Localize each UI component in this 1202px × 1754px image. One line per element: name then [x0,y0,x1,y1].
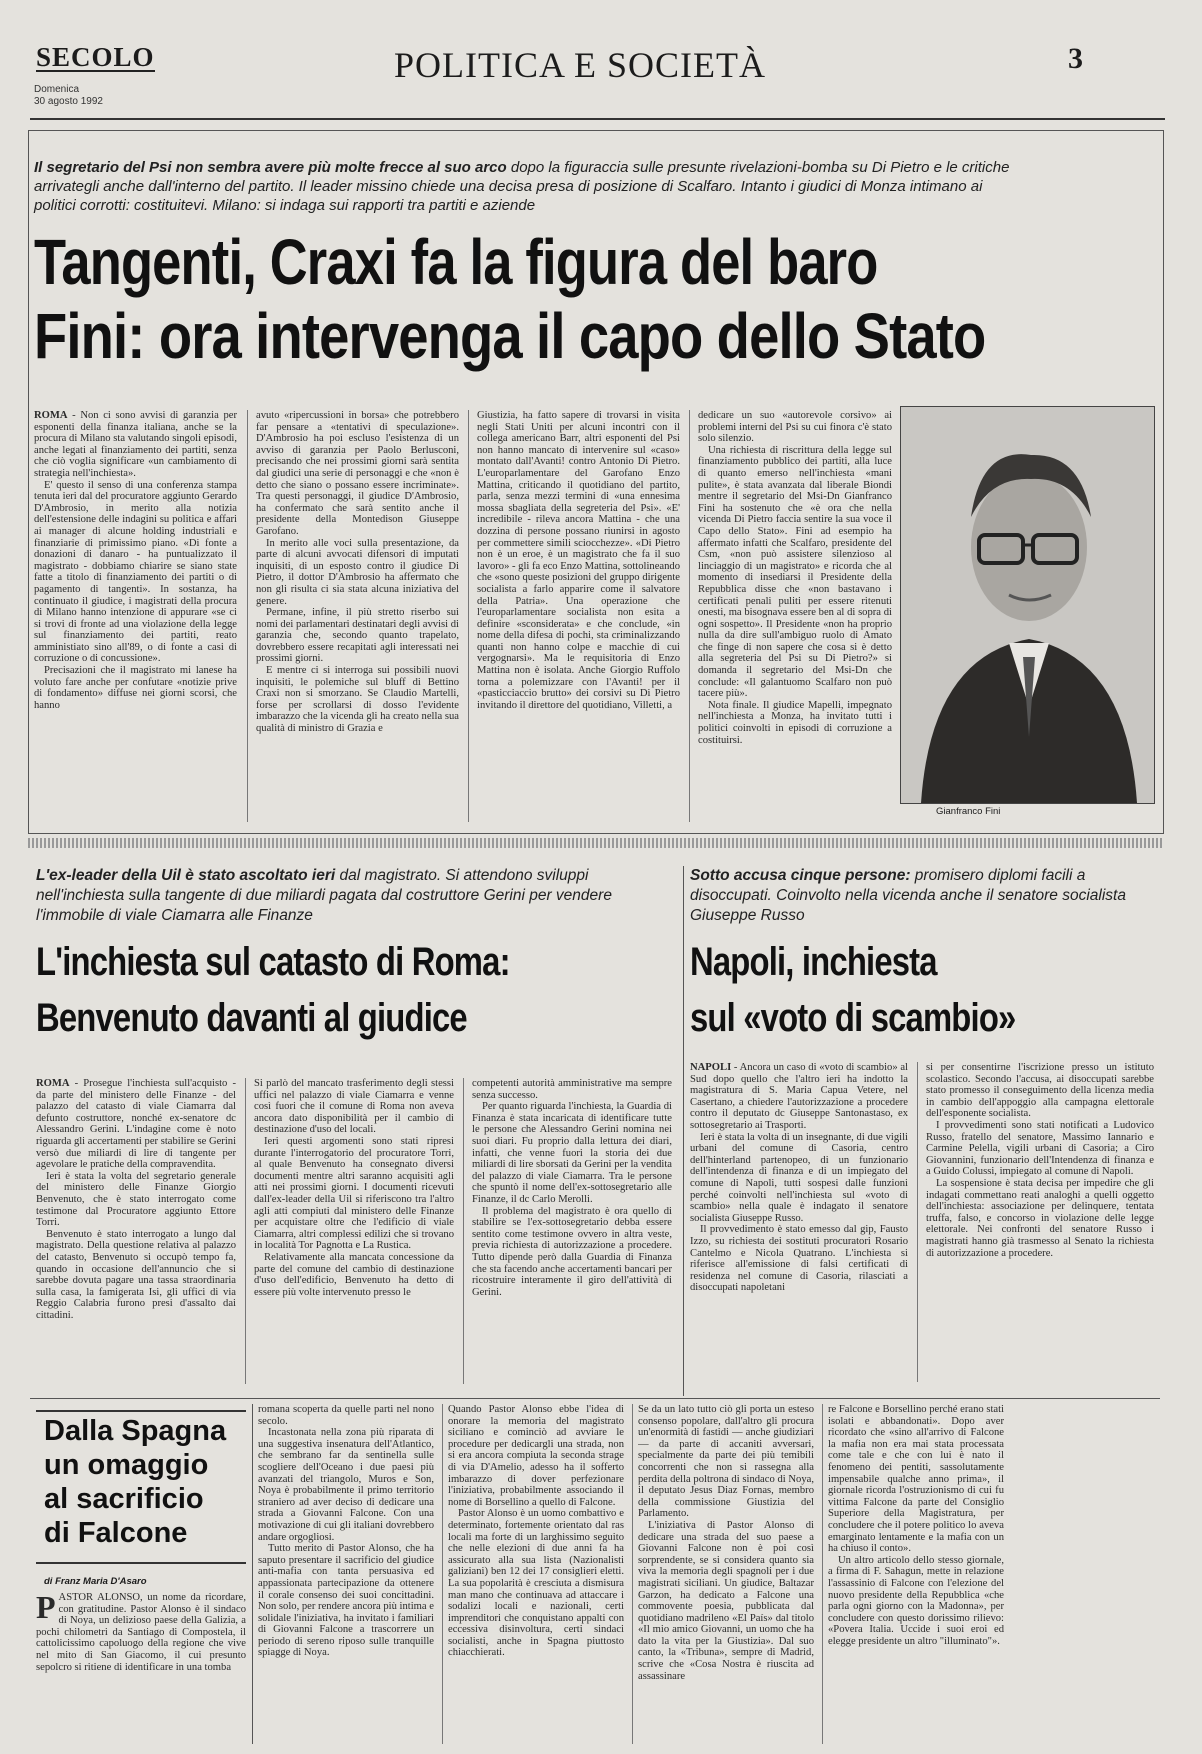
catasto-column-1 [36,1078,236,1384]
main-text: - Non ci sono avvisi di garanzia per esponenti della finanza italiana, anche se la procura di Milano sta valutando singoli episodi, anche legati al finanziamento dei partiti, senza che ciò voglia significare «un cambiamento di strategia nell'inchiesta». [34,410,237,479]
column-rule [468,410,469,822]
napoli-headline-1: Napoli, inchiesta [690,940,937,984]
falcone-paragraph: Pastor Alonso è un uomo combattivo e determinato, fortemente orientato dal ras locali ma forte di un larghissimo seguito che nelle elezioni di due anni fa ha assicurato alla sua lista (Nazionalisti galiziani) ben 12 dei 17 consiglieri eletti. La sua popolarità è cresciuta a dismisura man mano che continuava ad attaccare i sodalizi locali e nazionali, certi imprenditori che conquistano appalti con eccessiva disinvoltura, certi sindaci socialisti, anche in Spagna piuttosto chiacchierati. [448,1508,624,1659]
falcone-paragraph: Un altro articolo dello stesso giornale, a firma di F. Sahagun, mette in relazione l'assassinio di Falcone con l'elezione del nuovo presidente della Repubblica «che parla ogni giorno con la Madonna», per concludere con questo dorissimo rilievo: «Povera Italia. Uccide i suoi eroi ed elegge presidente un altro "illuminato"». [828,1554,1004,1647]
column-rule [245,1078,246,1384]
catasto-paragraph: Ieri è stata la volta del segretario generale del ministero delle Finanze Giorgio Benvenuto, che è stato interrogato come testimone dal Procuratore aggiunto Ettore Torri. [36,1170,236,1229]
catasto-paragraph [36,1078,236,1171]
main-paragraph: Una richiesta di riscrittura della legge sul finanziamento pubblico dei partiti, alla luce di quanto emerso nell'inchiesta «mani pulite», è stata avanzata dal liberale Biondi mentre il segretario del Msi-Dn Gianfranco Fini ha sostenuto che «è ora che nella vicenda Di Pietro faccia sentire la sua voce il Capo dello Stato». Fini ad esempio ha affermato infatti che Scalfaro, presidente del Csm, «non può assistere silenzioso al linciaggio di un magistrato» e ricorda che al momento di insediarsi il Presidente della Repubblica disse che «non bastavano i certificati penali puliti per essere ritenuti onesti, ma bisognava essere ben al di sopra di ogni sospetto». Il Presidente «non ha proprio nulla da dire sull'ambiguo ruolo di Amato che finge di non sapere che cosa si è detto alla segreteria del Psi su Di Pietro?» si domanda il segretario del Msi-Dn che conclude: «Il galantuomo Scalfaro non può tacere più». [698,444,892,700]
catasto-kicker-text: dal magistrato. Si attendono sviluppi nell'inchiesta sulla tangente di due miliardi pagata dal costruttore Gerini per vendere l'immobile di viale Ciamarra alle Finanze [36,867,612,924]
falcone-paragraph: Incastonata nella zona più riparata di una suggestiva insenatura dell'Atlantico, che sembrano far da sentinella sulle scogliere dell'Oceano i due paesi più avanzati del triangolo, Muros e Son, Noya è probabilmente il primo territorio straniero ad aver deciso di dedicare una strada a Giovanni Falcone. Con una motivazione di cui gli italiani dovrebbero andare orgogliosi. [258,1427,434,1543]
falcone-column-2 [258,1404,434,1744]
catasto-paragraph: Il problema del magistrato è ora quello di stabilire se l'ex-sottosegretario debba essere sentito come testimone ovvero in altra veste, previa richiesta di autorizzazione a procedere. Tutto dipende però dalla Guardia di Finanza che sta facendo anche accertamenti bancari per ricostruire interamente il giro dell'attività di Gerini. [472,1205,672,1298]
portrait-illustration [901,407,1154,803]
main-headline-2: Fini: ora intervenga il capo dello Stato [34,300,986,372]
napoli-kicker-text: promisero diplomi facili a disoccupati. Coinvolto nella vicenda anche il senatore socialista Giuseppe Russo [690,867,1126,924]
falcone-paragraph: romana scoperta da quelle parti nel nono secolo. [258,1404,434,1427]
falcone-body-1 [36,1592,248,1742]
main-kicker-text: dopo la figuraccia sulle presunte rivelazioni-bomba su Di Pietro e le critiche arrivategli anche dall'interno del partito. Il leader missino chiede una decisa presa di posizione di Scalfaro. Intanto i giudici di Monza intimano ai politici corrotti: costituitevi. Milano: si indaga sui rapporti tra partiti e aziende [34,159,1010,214]
main-paragraph: avuto «ripercussioni in borsa» che potrebbero far pensare a «tentativi di speculazione». D'Ambrosio ha poi escluso l'esistenza di un avviso di garanzia per Paolo Berlusconi, precisando che nei prossimi giorni sarà sentita dal giudici una serie di personaggi e che «non è detto che siano o possano essere incriminate». Tra questi personaggi, il giudice D'Ambrosio, ha confermato che sarà sentito anche il presidente della Montedison Giuseppe Garofano. [256,410,459,537]
main-paragraph: Nota finale. Il giudice Mapelli, impegnato nell'inchiesta a Monza, ha invitato tutti i politici coinvolti in episodi di corruzione a costituirsi. [698,699,892,746]
story-divider [252,1404,253,1744]
section-title: POLITICA E SOCIETÀ [394,45,766,85]
falcone-body-2 [258,1404,1158,1744]
catasto-body [36,1078,676,1384]
masthead-logo: SECOLO [36,42,155,72]
catasto-column-3 [472,1078,672,1384]
napoli-body [690,1062,1156,1382]
falcone-paragraph: re Falcone e Borsellino perché erano stati isolati e abbandonati». Dopo aver ricordato che «sino all'arrivo di Falcone la mafia non era mai stata processata come tale e che con lui è nato il fenomeno dei pentiti, sassolutamente impensabile qualche anno prima», il giornale ricorda l'ostruzionismo di cui fu vittima Falcone da parte del Consiglio Superiore della Magistratura, per concludere che il potere politico lo aveva emarginato lentamente e la mafia con un ha chiuso il conto». [828,1404,1004,1555]
falcone-byline: di Franz Maria D'Asaro [44,1576,147,1587]
catasto-column-2 [254,1078,454,1384]
main-column-4 [698,410,892,822]
portrait-photo [900,406,1155,804]
column-rule [917,1062,918,1382]
falcone-paragraph [36,1592,246,1673]
catasto-paragraph: Per quanto riguarda l'inchiesta, la Guardia di Finanza è stata incaricata di identificare tutte le persone che Alessandro Gerini nomina nei suoi diari. Fu proprio dalla lettura dei diari, infatti, che venne fuori la storia dei due miliardi di lire sborsati da Gerini per la vendita del palazzo di viale Ciamarra. Tra le persone che spuntò il nome dell'ex-sottosegretario alle Finanze, il dc Carlo Merolli. [472,1101,672,1205]
catasto-kicker-bold: L'ex-leader della Uil è stato ascoltato ieri [36,867,336,884]
main-paragraph [34,410,237,480]
catasto-dateline: ROMA [36,1078,70,1089]
main-story-body [34,410,894,822]
main-column-2 [256,410,459,822]
story-divider [683,866,684,1396]
napoli-headline-2: sul «voto di scambio» [690,996,1016,1040]
catasto-paragraph: Relativamente alla mancata concessione da parte del comune del cambio di destinazione d'uso dell'edificio, Benvenuto ha detto di essere più volte intervenuto presso le [254,1251,454,1298]
falcone-paragraph: L'iniziativa di Pastor Alonso di dedicare una strada del suo paese a Giovanni Falcone non è poi così sorprendente, se si considera quanto sia viva la memoria degli spagnoli per i due magistrati siciliani. Un giudice, Baltazar Garzon, ha dedicato a Falcone una commovente poesia, pubblicata dal quotidiano madrileno «El País» dal titolo «Il mio amico Giovanni, un uomo che ha dato la vita per la Giustizia». Dal suo canto, la «Tribuna», sempre di Madrid, scrive che «Cosa Nostra è riuscita ad assassinare [638,1519,814,1682]
main-paragraph: dedicare un suo «autorevole corsivo» ai problemi interni del Psi su cui finora c'è stato solo silenzio. [698,410,892,445]
falcone-column-5 [828,1404,1004,1744]
main-paragraph: Precisazioni che il magistrato mi lanese ha voluto fare anche per confutare «notizie prive di fondamento» diffuse nei giorni scorsi, che hanno [34,665,237,711]
catasto-paragraph: competenti autorità amministrative ma sempre senza successo. [472,1078,672,1101]
column-rule [632,1404,633,1744]
column-rule [247,410,248,822]
main-paragraph: E mentre ci si interroga sui possibili nuovi inquisiti, le polemiche sul bluff di Bettino Craxi non si smorzano. Se Claudio Martelli, forse per scrollarsi di dosso l'evidente imbarazzo che la vicenda gli ha creato nella sua qualità di ministro di Grazia e [256,665,459,735]
catasto-text: - Prosegue l'inchiesta sull'acquisto - da parte del ministero delle Finanze - del palazzo del catasto di viale Ciamarra dal defunto costruttore, nonché ex-senatore dc Alessandro Gerini. L'indagine come è noto riguarda gli accertamenti per stabilire se Gerini versò due miliardi di lire di tangente per agevolare le pratiche della compravendita. [36,1078,236,1171]
column-rule [689,410,690,822]
main-paragraph: E' questo il senso di una conferenza stampa tenuta ieri dal del procuratore aggiunto Gerardo D'Ambrosio, in merito alla notizia dell'estensione delle indagini su politica e affari ai manager di alcune holding industriali e finanziarie di primissimo piano. «Di fonte a donazioni di danaro - ha puntualizzato il magistrato - dobbiamo chiarire se siano state fatte a titolo di finanziamento dei partiti o di pagamento di tangenti». In sostanza, ha continuato il giudice, i magistrati della procura di Milano hanno intenzione di appurare «se ci si trovi di fronte ad una violazione della legge sul finanziamento dei partiti, reato amministiato sino all'89, o di fonte a casi di corruzione o di concussione». [34,479,237,665]
catasto-paragraph: Si parlò del mancato trasferimento degli stessi uffici nel palazzo di viale Ciamarra e venne così fuori che il comune di Roma non aveva ancora dato disponibilità per il cambio di destinazione d'uso del locali. [254,1078,454,1136]
napoli-text: - Ancora un caso di «voto di scambio» al Sud dopo quello che l'altro ieri ha indotto la magistratura di S. Maria Capua Vetere, nel Casertano, a chiedere l'autorizzazione a procedere contro il deputato dc Giuseppe Santonastaso, ex sottosegretario ai Trasporti. [690,1062,908,1131]
column-rule [442,1404,443,1744]
falcone-paragraph: Tutto merito di Pastor Alonso, che ha saputo presentare il sacrificio del giudice anti-mafia con tanta persuasiva ed appassionata partecipazione da ottenere il corale consenso dei suoi concittadini. Non solo, per rendere ancora più intima e solidale l'iniziativa, ha invitato i familiari di Giovanni Falcone a trascorrere un periodo di sereno riposo sulle tranquille spiagge di Noya. [258,1543,434,1659]
napoli-kicker [690,866,1150,926]
catasto-paragraph: Ieri questi argomenti sono stati ripresi durante l'interrogatorio del procuratore Torri, al quale Benvenuto ha consegnato diversi documenti mentre altri saranno acquisiti agli atti nei prossimi giorni. I documenti ricevuti dall'ex-leader della Uil si riferiscono tra l'altro agli atti compiuti dal ministero delle Finanze per acquistare oltre che l'edificio di viale Ciamarra, altri complessi edilizi che si trovano in località Tor Pagnotta e La Rustica. [254,1135,454,1252]
main-paragraph: In merito alle voci sulla presentazione, da parte di alcuni avvocati difensori di imputati inquisiti, di un esposto contro il giudice Di Pietro, il dottor D'Ambrosio ha affermato che non gli risulta ci sia stata alcuna iniziativa del genere. [256,537,459,607]
falcone-paragraph: Se da un lato tutto ciò gli porta un esteso consenso popolare, dall'altro gli procura un'enormità di fastidi — anche giudiziari — da parte di accaniti avversari, specialmente da parte dei più temibili concorrenti che non si rassegna alla perdita della poltrona di sindaco di Noya, il deputato Jesus Diaz Fornas, membro della commissione Giustizia del Parlamento. [638,1404,814,1520]
masthead-rule [30,118,1165,120]
napoli-column-2 [926,1062,1154,1382]
main-kicker [34,158,1024,215]
main-column-1 [34,410,237,822]
napoli-column-1 [690,1062,908,1382]
falcone-title-line: Dalla Spagna [44,1415,227,1447]
falcone-column-3 [448,1404,624,1744]
masthead-day: Domenica [34,84,80,95]
falcone-dropcap: P [36,1592,56,1625]
falcone-column-4 [638,1404,814,1744]
napoli-paragraph: I provvedimenti sono stati notificati a Ludovico Russo, fratello del senatore, Massimo Iannario e Carmine Pelella, vigili urbani di Casoria; a Ciro Giovannini, funzionario dell'Intendenza di finanza e a Guido Colussi, impiegato al comune di Napoli. [926,1119,1154,1178]
falcone-title-line: di Falcone [44,1517,188,1549]
main-headline-1: Tangenti, Craxi fa la figura del baro [34,226,878,298]
catasto-kicker [36,866,636,926]
falcone-title-line: al sacrificio [44,1483,204,1515]
bottom-section-rule [30,1398,1160,1399]
napoli-paragraph [690,1062,908,1132]
napoli-paragraph: La sospensione è stata decisa per impedire che gli indagati commettano reati analoghi a quelli oggetto dell'inchiesta: associazione per delinquere, tentata truffa, falso, e concorso in violazione delle legge elettorale. Nei confronti del senatore Russo i magistrati hanno già trasmesso al Senato la richiesta di autorizzazione a procedere. [926,1177,1154,1259]
napoli-paragraph: Ieri è stata la volta di un insegnante, di due vigili urbani del comune di Casoria, centro dell'hinterland partenopeo, di un funzionario dell'intendenza di finanza e di un impiegato del comune di Napoli, tutti sospesi dalle funzioni perché coinvolti nell'inchiesta sul «voto di scambio» nella quale è indagato il senatore socialista Giuseppe Russo. [690,1131,908,1224]
masthead-date [34,84,103,108]
main-dateline: ROMA [34,410,68,421]
falcone-text: ASTOR ALONSO, un nome da ricordare, con gratitudine. Pastor Alonso è il sindaco di Noya, un delizioso paese della Galizia, a pochi chilometri da Santiago di Compostela, il cattolicissimo capoluogo della regione che vive nel mito di San Giacomo, il cui presunto sepolcro si ritiene di identificare in una tomba [36,1592,246,1673]
page-number: 3 [1068,42,1083,75]
falcone-title-line: un omaggio [44,1449,209,1481]
column-rule [463,1078,464,1384]
main-kicker-bold: Il segretario del Psi non sembra avere più molte frecce al suo arco [34,159,507,176]
catasto-headline-1: L'inchiesta sul catasto di Roma: [36,940,510,984]
catasto-headline-2: Benvenuto davanti al giudice [36,996,467,1040]
napoli-kicker-bold: Sotto accusa cinque persone: [690,867,911,884]
column-rule [822,1404,823,1744]
main-paragraph: Permane, infine, il più stretto riserbo sui nomi dei parlamentari destinatari degli avvisi di garanzia che, secondo quanto trapelato, dovrebbero essere recapitati agli interessati nei prossimi giorni. [256,607,459,665]
masthead-date-text: 30 agosto 1992 [34,96,103,107]
catasto-paragraph: Benvenuto è stato interrogato a lungo dal magistrato. Della questione relativa al palazzo del catasto, Benvenuto si occupò tempo fa, quando in occasione dell'annuncio che si sarebbe dovuta pagare una tassa straordinaria sulla casa, la famigerata Isi, gli uffici di via Reggio Calabria furono presi d'assalto dai cittadini. [36,1228,236,1321]
main-paragraph: Giustizia, ha fatto sapere di trovarsi in visita negli Stati Uniti per alcuni incontri con il collega americano Barr, altri esponenti del Psi non hanno mancato di intervenire sul «caso» montato dall'Avanti! contro Antonio Di Pietro. L'europarlamentare del Garofano Enzo Mattina, criticando il quotidiano del partito, parla, senza mezzi termini di «una ennesima mossa sbagliata della segreteria del Psi». «E' incredibile - rileva ancora Mattina - che una dozzina di persone possano riunirsi in agosto per commettere simili sciocchezze». «Di Pietro non è un eroe, è un magistrato che fa il suo lavoro» - gli fa eco Enzo Mattina, sottolineando che «sono queste posizioni del gruppo dirigente socialista a farlo apparire come il salvatore della Patria». Una operazione che l'europarlamentare socialista non esita a definire «sconsiderata» e che conclude, «in nome della difesa di pochi, sta criminalizzando quanti non hanno colpe e macchie di cui vergognarsi». Ma le requisitoria di Enzo Mattina non è isolata. Anche Giorgio Ruffolo torna a polemizzare con l'Avanti! per il «pasticciaccio brutto» dei corsivi su Di Pietro invitando il direttore del quotidiano, Villetti, a [477,410,680,711]
napoli-paragraph: si per consentirne l'iscrizione presso un istituto scolastico. Secondo l'accusa, ai disoccupati sarebbe stato promesso il conseguimento della licenza media in cambio dell'appoggio alla campagna elettorale dell'esponente socialista. [926,1062,1154,1120]
napoli-paragraph: Il provvedimento è stato emesso dal gip, Fausto Izzo, su richiesta dei sostituti procuratori Rosario Cantelmo e Nicola Quatrano. L'inchiesta si riferisce all'emissione di falsi certificati di residenza nel comune di Casoria, rilasciati a disoccupati napoletani [690,1224,908,1294]
napoli-dateline: NAPOLI [690,1062,732,1073]
main-column-3 [477,410,680,822]
falcone-paragraph: Quando Pastor Alonso ebbe l'idea di onorare la memoria del magistrato siciliano e cominciò ad avviare le procedure per dedicargli una strada, non si era ancora compiuta la seconda strage di via D'Amelio, adesso ha il sofferto imbarazzo di dover perfezionare l'iniziativa, probabilmente associando il nome di Borsellino a quello di Falcone. [448,1404,624,1508]
falcone-column-1 [36,1592,246,1742]
falcone-title [44,1414,226,1550]
photo-caption: Gianfranco Fini [936,806,1001,817]
section-separator [28,838,1162,848]
